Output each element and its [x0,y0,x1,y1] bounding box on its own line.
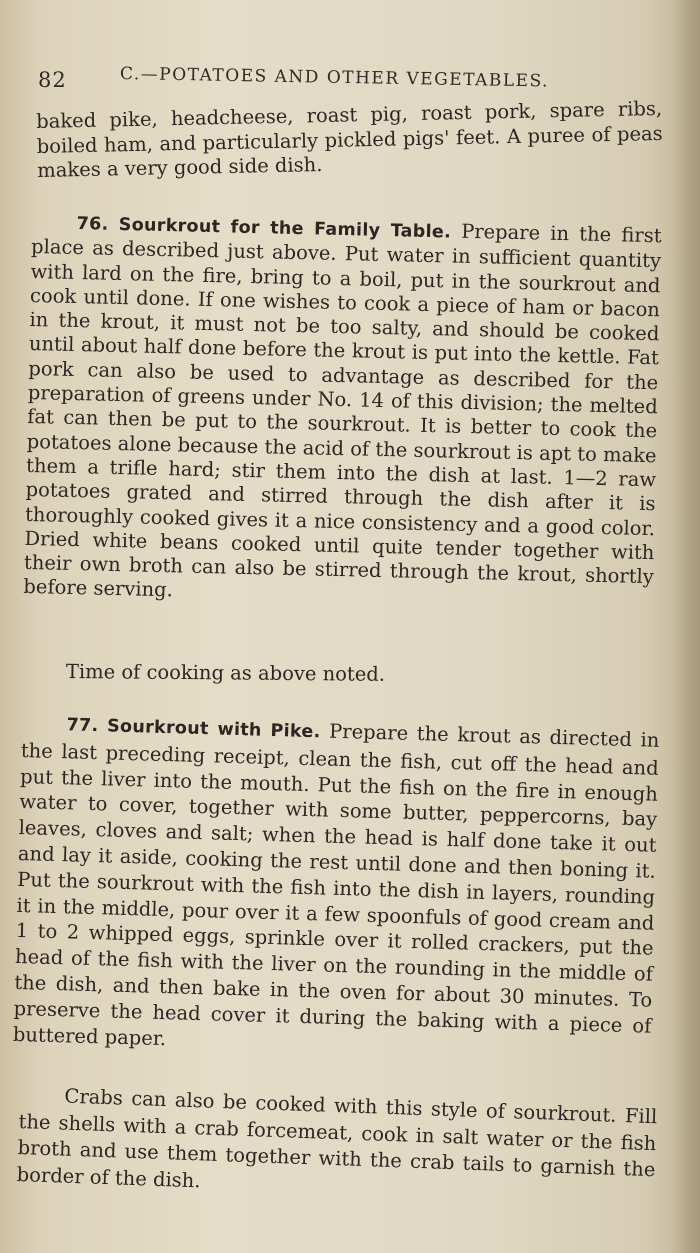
page-header [38,60,658,100]
running-title-text: C.—POTATOES AND OTHER VEGETABLES. [119,64,550,92]
running-title [120,60,549,91]
recipe-77-number: 77. [66,715,99,737]
recipe-77 [13,710,660,1065]
recipe-76-title: Sourkrout for the Family Table. [118,214,452,243]
time-note: Time of cooking as above noted. [65,660,386,686]
recipe-77-body: Prepare the krout as directed in the last preceding receipt, clean the fish, cut off the head and put the liver into the mouth. Put the fish on the fire in enough water to cover, together with some butter, peppercorns, bay leaves, cloves and salt; when the head is half done take it out and lay it aside, cooking the rest until done and then boning it. Put the sourkrout with the fish into the dish in layers, rounding it in the middle, pour over it a few spoonfuls of good cream and 1 to 2 whipped eggs, sprinkle over it rolled crackers, put the head of the fish with the liver on the rounding in the middle of the dish, and then bake in the oven for about 30 minutes. To preserve the head cover it during the baking with a piece of buttered paper. [12,719,660,1050]
crabs-paragraph: Crabs can also be cooked with this style of sourkrout. Fill the shells with a crab forcemeat, cook in salt water or the fish broth and use them together with the crab tails to garnish the border of the dish. [16,1084,658,1192]
recipe-77-paragraph [13,710,660,1065]
intro-paragraph: baked pike, headcheese, roast pig, roast pork, spare ribs, boiled ham, and particularly pickled pigs' feet. A puree of peas makes a very good side dish. [36,96,663,182]
recipe-76 [23,210,662,614]
recipe-76-paragraph [23,210,662,614]
time-note-block [66,660,566,689]
page-number: 82 [38,68,67,92]
recipe-76-body: Prepare in the first place as described just above. Put water in sufficient quantity with lard on the fire, bring to a boil, put in the sourkrout and cook until done. If one wishes to cook a piece of ham or bacon in the krout, it must not be too salty, and should be cooked until about half done before the krout is put into the kettle. Fat pork can also be used to advantage as described for the preparation of greens under No. 14 of this division; the melted fat can then be put to the sourkrout. It is better to cook the potatoes alone because the acid of the sourkrout is apt to make them a trifle hard; stir them into the dish at last. 1—2 raw potatoes grated and stirred through the dish after it is thoroughly cooked gives it a nice consistency and a good color. Dried white beans cooked until quite tender together with their own broth can also be stirred through the krout, shortly before serving. [23,219,662,602]
crabs-paragraph-block [16,1082,657,1210]
recipe-76-number: 76. [76,214,109,235]
recipe-77-title: Sourkrout with Pike. [106,716,321,743]
intro-paragraph-block [36,97,663,184]
